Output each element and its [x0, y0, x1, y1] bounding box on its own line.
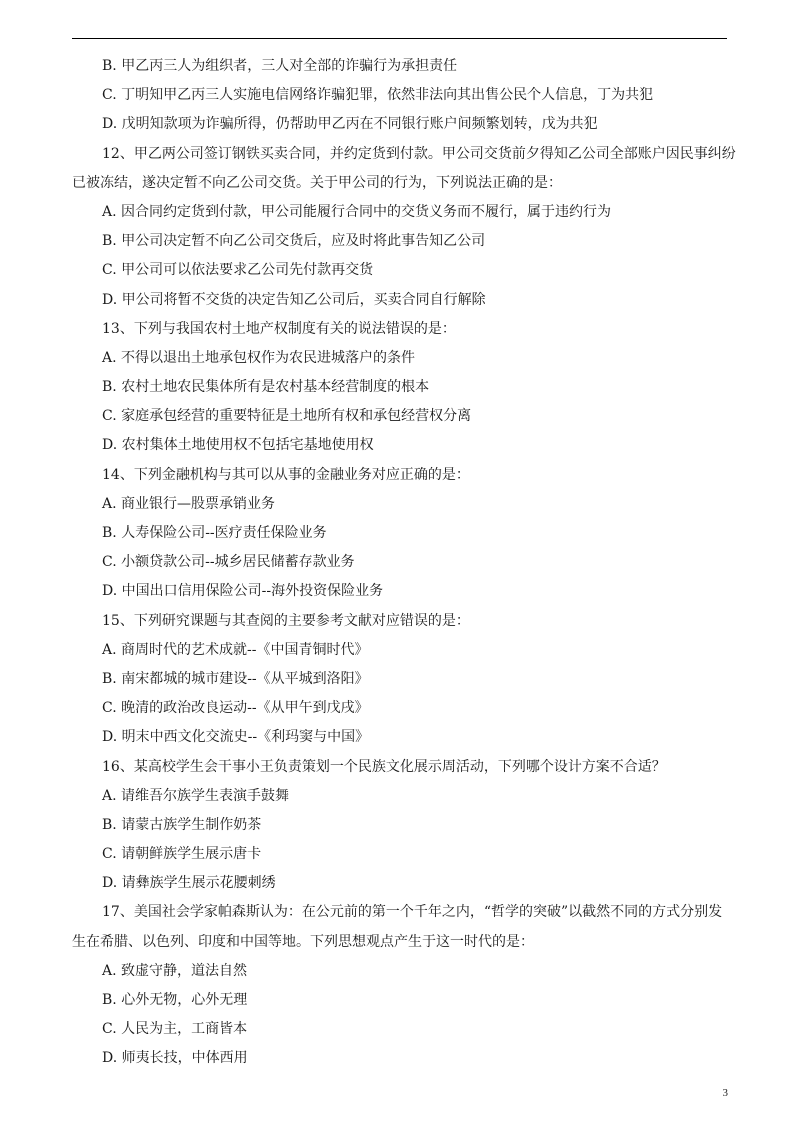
answer-option: B. 甲公司决定暂不向乙公司交货后，应及时将此事告知乙公司 — [102, 233, 486, 250]
answer-option: C. 人民为主，工商皆本 — [102, 1021, 248, 1038]
answer-option: C. 甲公司可以依法要求乙公司先付款再交货 — [102, 262, 374, 279]
answer-option: D. 明末中西文化交流史--《利玛窦与中国》 — [102, 729, 370, 746]
answer-option: A. 商周时代的艺术成就--《中国青铜时代》 — [102, 641, 369, 658]
answer-option: C. 晚清的政治改良运动--《从甲午到戊戌》 — [102, 700, 369, 717]
answer-option: B. 甲乙丙三人为组织者，三人对全部的诈骗行为承担责任 — [102, 58, 458, 74]
question-text: 16、某高校学生会干事小王负责策划一个民族文化展示周活动，下列哪个设计方案不合适？ — [102, 758, 666, 775]
answer-option: C. 家庭承包经营的重要特征是土地所有权和承包经营权分离 — [102, 408, 472, 425]
answer-option: A. 因合同约定货到付款，甲公司能履行合同中的交货义务而不履行，属于违约行为 — [102, 203, 612, 220]
answer-option: C. 小额贷款公司--城乡居民储蓄存款业务 — [102, 554, 355, 571]
answer-option: D. 戊明知款项为诈骗所得，仍帮助甲乙丙在不同银行账户间频繁划转，戊为共犯 — [102, 116, 598, 133]
answer-option: D. 师夷长技，中体西用 — [102, 1050, 248, 1067]
question-text: 13、下列与我国农村土地产权制度有关的说法错误的是： — [102, 320, 456, 337]
answer-option: D. 农村集体土地使用权不包括宅基地使用权 — [102, 437, 374, 454]
answer-option: B. 南宋都城的城市建设--《从平城到洛阳》 — [102, 670, 369, 687]
answer-option: C. 请朝鲜族学生展示唐卡 — [102, 846, 262, 863]
answer-option: B. 心外无物，心外无理 — [102, 992, 248, 1008]
answer-option: A. 致虚守静，道法自然 — [102, 962, 248, 979]
answer-option: D. 请彝族学生展示花腰刺绣 — [102, 875, 276, 892]
question-text: 14、下列金融机构与其可以从事的金融业务对应正确的是： — [102, 466, 470, 483]
question-text-continued: 生在希腊、以色列、印度和中国等地。下列思想观点产生于这一时代的是： — [72, 933, 534, 950]
answer-option: C. 丁明知甲乙丙三人实施电信网络诈骗犯罪，依然非法向其出售公民个人信息，丁为共犯 — [102, 87, 654, 104]
answer-option: B. 农村土地农民集体所有是农村基本经营制度的根本 — [102, 379, 430, 396]
question-text: 15、下列研究课题与其查阅的主要参考文献对应错误的是： — [102, 612, 470, 629]
answer-option: B. 请蒙古族学生制作奶茶 — [102, 816, 262, 833]
answer-option: A. 请维吾尔族学生表演手鼓舞 — [102, 787, 290, 804]
header-rule — [72, 38, 727, 39]
document-body — [72, 52, 736, 1074]
question-text: 12、甲乙两公司签订钢铁买卖合同，并约定货到付款。甲公司交货前夕得知乙公司全部账户因民事纠纷 — [102, 145, 736, 162]
answer-option: D. 甲公司将暂不交货的决定告知乙公司后，买卖合同自行解除 — [102, 291, 486, 308]
question-text-continued: 已被冻结，遂决定暂不向乙公司交货。关于甲公司的行为，下列说法正确的是： — [72, 174, 562, 191]
answer-option: B. 人寿保险公司--医疗责任保险业务 — [102, 525, 327, 541]
answer-option: A. 商业银行—股票承销业务 — [102, 495, 276, 512]
answer-option: A. 不得以退出土地承包权作为农民进城落户的条件 — [102, 349, 416, 366]
answer-option: D. 中国出口信用保险公司--海外投资保险业务 — [102, 583, 384, 600]
page-number: 3 — [722, 1087, 728, 1099]
question-text: 17、美国社会学家帕森斯认为：在公元前的第一个千年之内，“哲学的突破”以截然不同的方式分别发 — [102, 904, 723, 921]
